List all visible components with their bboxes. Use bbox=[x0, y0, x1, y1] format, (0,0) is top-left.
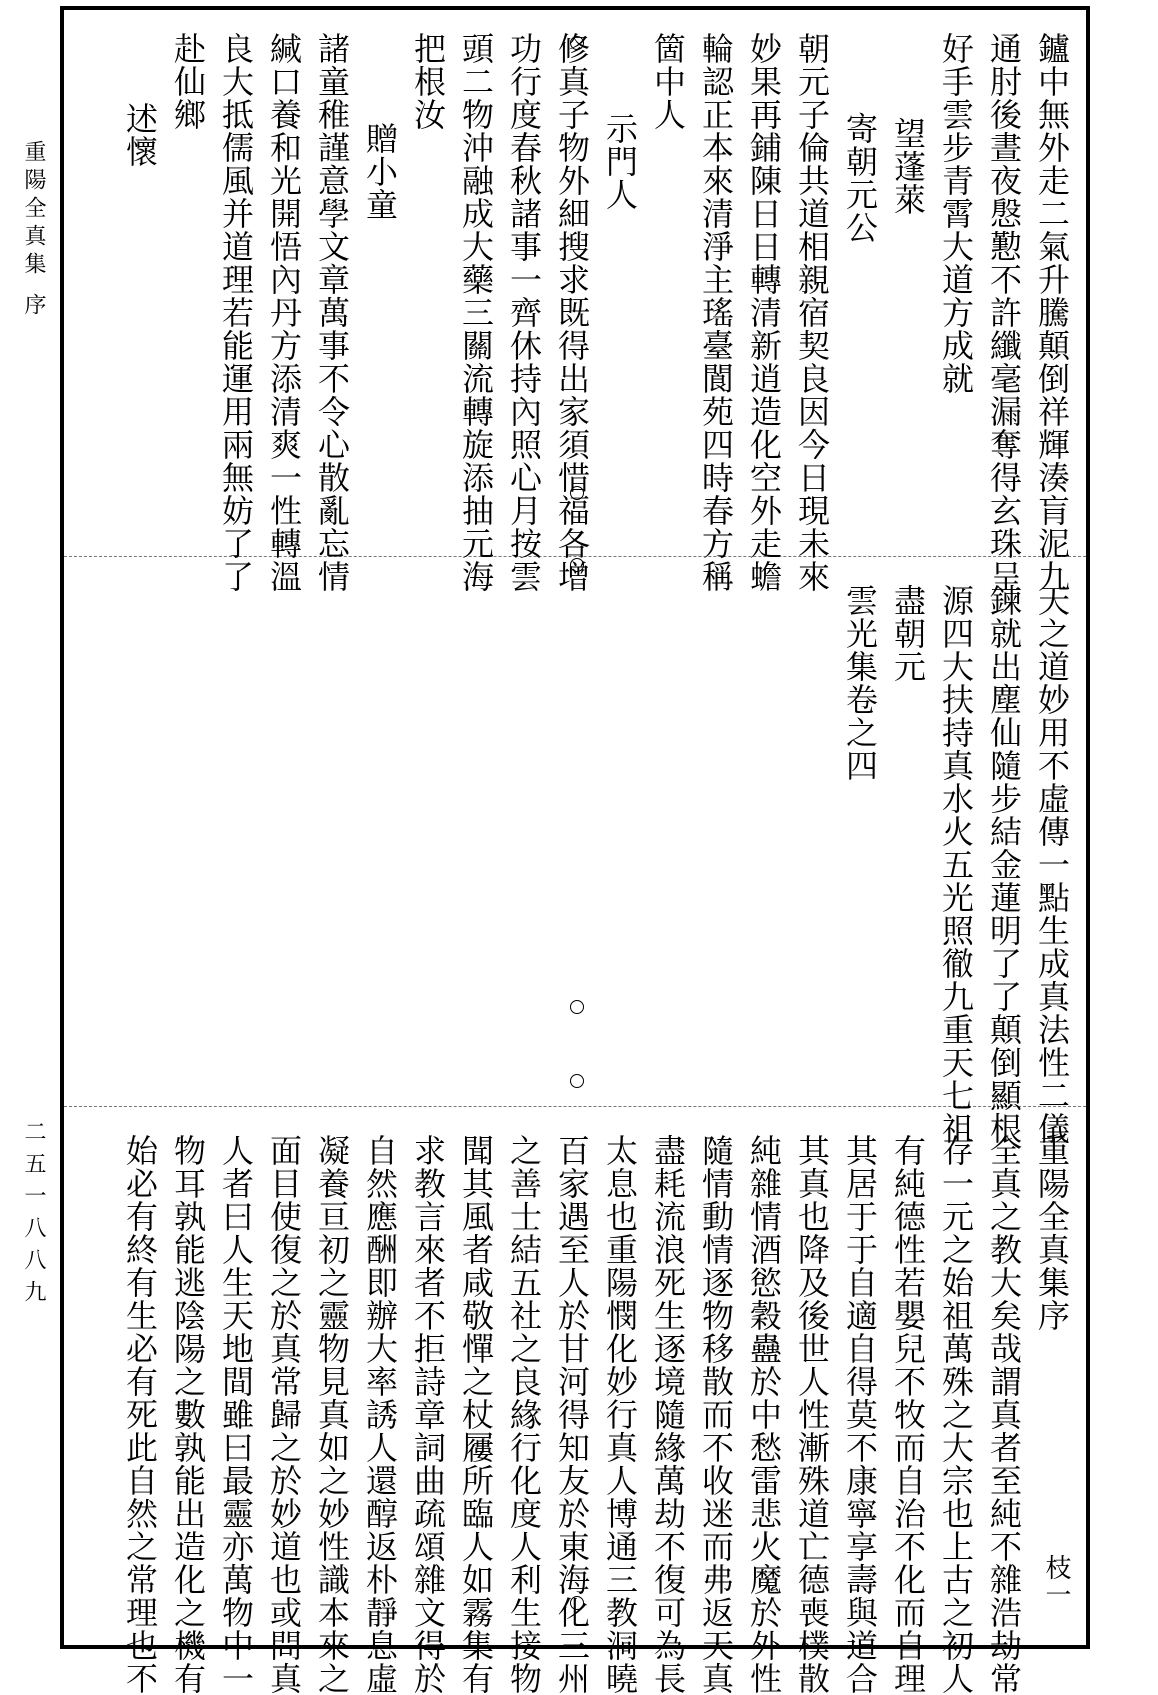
text-column: 聞其風者咸敬憚之杖屨所臨人如霧集有 bbox=[457, 1134, 495, 1695]
text-column: 朝元子倫共道相親宿契良因今日現未來 bbox=[793, 32, 831, 593]
text-column: 存一元之始祖萬殊之大宗也上古之初人 bbox=[937, 1134, 975, 1695]
text-column: 其真也降及後世人性漸殊道亡德喪樸散 bbox=[793, 1134, 831, 1695]
panel-bottom bbox=[70, 1114, 1082, 1695]
text-column: 面目使復之於真常歸之於妙道也或問真 bbox=[265, 1134, 303, 1695]
section-circle-marker bbox=[570, 1000, 584, 1014]
text-column: 始必有終有生必有死此自然之常理也不 bbox=[121, 1134, 159, 1695]
text-column: 功行度春秋諸事一齊休持內照心月按雲 bbox=[505, 32, 543, 593]
section-circle-marker bbox=[570, 558, 584, 572]
preface-title: 重陽全真集序 bbox=[1033, 1134, 1071, 1332]
margin-page-number: 二五一八八九 bbox=[21, 1120, 46, 1312]
poem-subtitle: 寄朝元公 bbox=[841, 112, 879, 244]
margin-book-title: 重陽全真集 序 bbox=[21, 140, 46, 321]
panel-middle bbox=[70, 564, 1082, 1145]
section-circle-marker bbox=[570, 486, 584, 500]
text-column: 頭二物沖融成大藥三關流轉旋添抽元海 bbox=[457, 32, 495, 593]
text-column: 輪認正本來清淨主瑤臺閬苑四時春方稱 bbox=[697, 32, 735, 593]
panel-divider-bottom bbox=[64, 1106, 1086, 1107]
poem-title: 望蓬萊 bbox=[889, 117, 927, 216]
text-column: 盡耗流浪死生逐境隨緣萬劫不復可為長 bbox=[649, 1134, 687, 1695]
text-column: 盡朝元 bbox=[889, 584, 927, 683]
section-circle-marker bbox=[570, 1074, 584, 1088]
text-column: 修真子物外細搜求既得出家須惜福各增 bbox=[553, 32, 591, 593]
text-column: 鑪中無外走二氣升騰顛倒祥輝湊肓泥九 bbox=[1033, 32, 1071, 593]
text-column: 其居于于自適自得莫不康寧享壽與道合 bbox=[841, 1134, 879, 1695]
text-column: 物耳孰能逃陰陽之數孰能出造化之機有 bbox=[169, 1134, 207, 1695]
text-column: 人者曰人生天地間雖曰最靈亦萬物中一 bbox=[217, 1134, 255, 1695]
text-column: 好手雲步青霄大道方成就 bbox=[937, 32, 975, 395]
text-column: 太息也重陽憫化妙行真人博通三教洞曉 bbox=[601, 1134, 639, 1695]
section-circle-marker bbox=[570, 1596, 584, 1610]
text-column: 百家遇至人於甘河得知友於東海化三州 bbox=[553, 1134, 591, 1695]
poem-subtitle: 贈小童 bbox=[361, 122, 399, 221]
text-column: 源四大扶持真水火五光照徹九重天七祖 bbox=[937, 584, 975, 1145]
text-column: 全真之教大矣哉謂真者至純不雜浩劫常 bbox=[985, 1134, 1023, 1695]
text-column: 鍊就出塵仙隨步結金蓮明了了顛倒顯根 bbox=[985, 584, 1023, 1145]
text-column: 隨情動情逐物移散而不收迷而弗返天真 bbox=[697, 1134, 735, 1695]
text-column: 之善士結五社之良緣行化度人利生接物 bbox=[505, 1134, 543, 1695]
text-column: 妙果再鋪陳日日轉清新逍造化空外走蟾 bbox=[745, 32, 783, 593]
text-column: 良大抵儒風并道理若能運用兩無妨了了 bbox=[217, 32, 255, 593]
text-column: 純雜情酒慾穀蠱於中愁雷悲火魔於外性 bbox=[745, 1134, 783, 1695]
poem-title: 赴仙鄉 bbox=[169, 32, 207, 131]
volume-end-title: 雲光集卷之四 bbox=[841, 584, 879, 782]
text-column: 箇中人 bbox=[649, 32, 687, 131]
text-column: 把根汝 bbox=[409, 32, 447, 131]
text-column: 緘口養和光開悟內丹方添清爽一性轉溫 bbox=[265, 32, 303, 593]
panel-top bbox=[70, 12, 1082, 593]
text-column: 天之道妙用不虛傳一點生成真法性二儀 bbox=[1033, 584, 1071, 1145]
text-column: 有純德性若嬰兒不牧而自治不化而自理 bbox=[889, 1134, 927, 1695]
text-column: 自然應酬即辦大率誘人還醇返朴靜息虛 bbox=[361, 1134, 399, 1695]
edition-mark: 枝一 bbox=[1041, 1554, 1071, 1608]
poem-subtitle: 示門人 bbox=[601, 112, 639, 211]
text-column: 求教言來者不拒詩章詞曲疏頌雜文得於 bbox=[409, 1134, 447, 1695]
poem-subtitle: 述懷 bbox=[121, 102, 159, 168]
text-column: 諸童稚謹意學文章萬事不令心散亂忘情 bbox=[313, 32, 351, 593]
section-circle-marker bbox=[570, 36, 584, 50]
text-column: 凝養亘初之靈物見真如之妙性識本來之 bbox=[313, 1134, 351, 1695]
text-column: 通肘後晝夜慇懃不許纖毫漏奪得玄珠呈 bbox=[985, 32, 1023, 593]
